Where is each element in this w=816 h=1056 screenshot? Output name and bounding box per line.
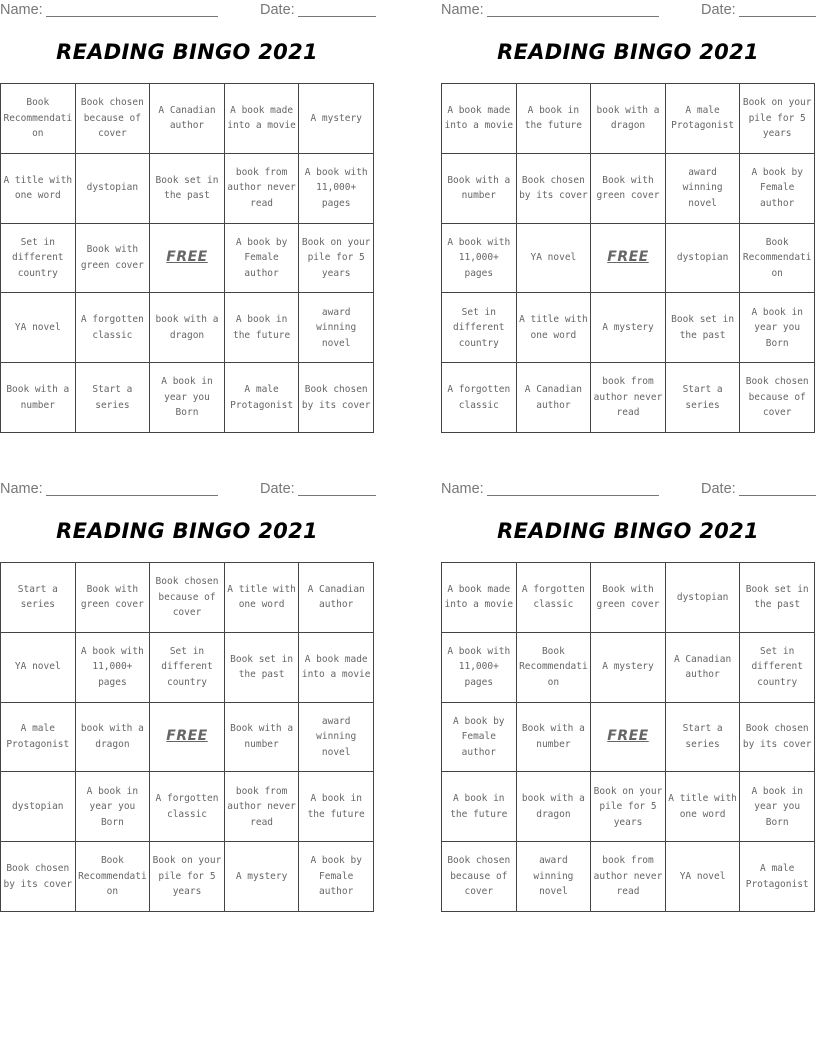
bingo-square[interactable]: Set in different country bbox=[150, 633, 225, 703]
bingo-square[interactable]: A mystery bbox=[225, 842, 300, 912]
free-square[interactable]: FREE bbox=[150, 224, 225, 294]
bingo-square[interactable]: A mystery bbox=[591, 633, 666, 703]
bingo-grid bbox=[441, 562, 815, 912]
bingo-square[interactable]: Book chosen because of cover bbox=[150, 563, 225, 633]
bingo-square[interactable]: Book with green cover bbox=[76, 563, 151, 633]
bingo-square[interactable]: Book with green cover bbox=[591, 563, 666, 633]
bingo-square[interactable]: YA novel bbox=[517, 224, 592, 294]
bingo-square[interactable]: YA novel bbox=[1, 293, 76, 363]
bingo-square[interactable]: Book Recommendation bbox=[76, 842, 151, 912]
bingo-square[interactable]: book from author never read bbox=[591, 363, 666, 433]
name-date-line bbox=[441, 0, 816, 22]
bingo-square[interactable]: A book in year you Born bbox=[76, 772, 151, 842]
bingo-square[interactable]: A book with 11,000+ pages bbox=[442, 224, 517, 294]
bingo-square[interactable]: Set in different country bbox=[740, 633, 815, 703]
card-title: READING BINGO 2021 bbox=[56, 519, 318, 543]
bingo-square[interactable]: Book with green cover bbox=[591, 154, 666, 224]
date-field[interactable] bbox=[739, 495, 816, 496]
bingo-square[interactable]: dystopian bbox=[1, 772, 76, 842]
bingo-square[interactable]: A book with 11,000+ pages bbox=[299, 154, 374, 224]
bingo-square[interactable]: Book Recommendation bbox=[740, 224, 815, 294]
bingo-square[interactable]: A Canadian author bbox=[299, 563, 374, 633]
bingo-square[interactable]: Book set in the past bbox=[225, 633, 300, 703]
card-title: READING BINGO 2021 bbox=[56, 40, 318, 64]
bingo-square[interactable]: Book set in the past bbox=[150, 154, 225, 224]
bingo-grid bbox=[441, 83, 815, 433]
bingo-square[interactable]: Start a series bbox=[666, 363, 741, 433]
bingo-square[interactable]: Book on your pile for 5 years bbox=[591, 772, 666, 842]
bingo-square[interactable]: Book chosen by its cover bbox=[517, 154, 592, 224]
bingo-square[interactable]: A book made into a movie bbox=[442, 84, 517, 154]
free-square[interactable]: FREE bbox=[150, 703, 225, 773]
bingo-square[interactable]: A book in year you Born bbox=[740, 293, 815, 363]
bingo-square[interactable]: A book made into a movie bbox=[225, 84, 300, 154]
bingo-square[interactable]: Book with green cover bbox=[76, 224, 151, 294]
bingo-square[interactable]: A book with 11,000+ pages bbox=[76, 633, 151, 703]
bingo-square[interactable]: Book chosen because of cover bbox=[442, 842, 517, 912]
name-label: Name: bbox=[0, 481, 43, 497]
bingo-square[interactable]: Set in different country bbox=[442, 293, 517, 363]
bingo-square[interactable]: YA novel bbox=[666, 842, 741, 912]
bingo-square[interactable]: book from author never read bbox=[591, 842, 666, 912]
bingo-square[interactable]: A male Protagonist bbox=[666, 84, 741, 154]
bingo-square[interactable]: dystopian bbox=[666, 224, 741, 294]
bingo-square[interactable]: Book with a number bbox=[442, 154, 517, 224]
name-label: Name: bbox=[441, 2, 484, 18]
date-label: Date: bbox=[701, 481, 736, 497]
bingo-square[interactable]: A book in the future bbox=[517, 84, 592, 154]
bingo-square[interactable]: book from author never read bbox=[225, 154, 300, 224]
bingo-square[interactable]: Book Recommendation bbox=[1, 84, 76, 154]
bingo-square[interactable]: Book chosen by its cover bbox=[299, 363, 374, 433]
bingo-square[interactable]: A mystery bbox=[591, 293, 666, 363]
bingo-square[interactable]: book with a dragon bbox=[150, 293, 225, 363]
bingo-square[interactable]: YA novel bbox=[1, 633, 76, 703]
name-date-line bbox=[441, 479, 816, 501]
name-label: Name: bbox=[0, 2, 43, 18]
bingo-square[interactable]: A Canadian author bbox=[517, 363, 592, 433]
bingo-square[interactable]: book with a dragon bbox=[517, 772, 592, 842]
bingo-square[interactable]: dystopian bbox=[76, 154, 151, 224]
date-label: Date: bbox=[260, 2, 295, 18]
bingo-square[interactable]: Book set in the past bbox=[666, 293, 741, 363]
name-date-line bbox=[0, 479, 376, 501]
bingo-square[interactable]: Book on your pile for 5 years bbox=[740, 84, 815, 154]
bingo-square[interactable]: A title with one word bbox=[666, 772, 741, 842]
bingo-square[interactable]: Book on your pile for 5 years bbox=[150, 842, 225, 912]
free-square[interactable]: FREE bbox=[591, 703, 666, 773]
bingo-square[interactable]: Book with a number bbox=[225, 703, 300, 773]
bingo-square[interactable]: dystopian bbox=[666, 563, 741, 633]
bingo-square[interactable]: A book in the future bbox=[225, 293, 300, 363]
bingo-square[interactable]: Start a series bbox=[1, 563, 76, 633]
bingo-square[interactable]: A title with one word bbox=[1, 154, 76, 224]
name-field[interactable] bbox=[487, 16, 659, 17]
date-field[interactable] bbox=[298, 495, 376, 496]
bingo-square[interactable]: Book Recommendation bbox=[517, 633, 592, 703]
name-field[interactable] bbox=[46, 16, 218, 17]
bingo-square[interactable]: A title with one word bbox=[225, 563, 300, 633]
bingo-square[interactable]: Start a series bbox=[76, 363, 151, 433]
bingo-square[interactable]: A book made into a movie bbox=[299, 633, 374, 703]
bingo-square[interactable]: A Canadian author bbox=[666, 633, 741, 703]
free-square[interactable]: FREE bbox=[591, 224, 666, 294]
bingo-square[interactable]: A book in the future bbox=[442, 772, 517, 842]
name-label: Name: bbox=[441, 481, 484, 497]
bingo-square[interactable]: A book by Female author bbox=[740, 154, 815, 224]
bingo-square[interactable]: book from author never read bbox=[225, 772, 300, 842]
bingo-square[interactable]: Book chosen by its cover bbox=[1, 842, 76, 912]
bingo-square[interactable]: A male Protagonist bbox=[225, 363, 300, 433]
bingo-square[interactable]: Start a series bbox=[666, 703, 741, 773]
bingo-square[interactable]: A book by Female author bbox=[225, 224, 300, 294]
card-title: READING BINGO 2021 bbox=[497, 40, 759, 64]
date-field[interactable] bbox=[739, 16, 816, 17]
bingo-square[interactable]: award winning novel bbox=[517, 842, 592, 912]
bingo-square[interactable]: A book in the future bbox=[299, 772, 374, 842]
bingo-square[interactable]: A book by Female author bbox=[299, 842, 374, 912]
bingo-square[interactable]: A book by Female author bbox=[442, 703, 517, 773]
bingo-square[interactable]: Book with a number bbox=[1, 363, 76, 433]
bingo-square[interactable]: A book in year you Born bbox=[150, 363, 225, 433]
date-label: Date: bbox=[260, 481, 295, 497]
bingo-square[interactable]: A male Protagonist bbox=[740, 842, 815, 912]
bingo-square[interactable]: A forgotten classic bbox=[442, 363, 517, 433]
bingo-square[interactable]: A Canadian author bbox=[150, 84, 225, 154]
bingo-square[interactable]: book with a dragon bbox=[591, 84, 666, 154]
bingo-square[interactable]: A book made into a movie bbox=[442, 563, 517, 633]
bingo-square[interactable]: A book with 11,000+ pages bbox=[442, 633, 517, 703]
bingo-square[interactable]: award winning novel bbox=[299, 293, 374, 363]
bingo-square[interactable]: A mystery bbox=[299, 84, 374, 154]
bingo-square[interactable]: A forgotten classic bbox=[150, 772, 225, 842]
name-date-line bbox=[0, 0, 376, 22]
bingo-square[interactable]: Book chosen because of cover bbox=[76, 84, 151, 154]
bingo-square[interactable]: A book in year you Born bbox=[740, 772, 815, 842]
bingo-square[interactable]: Book chosen because of cover bbox=[740, 363, 815, 433]
name-field[interactable] bbox=[487, 495, 659, 496]
bingo-square[interactable]: Book with a number bbox=[517, 703, 592, 773]
bingo-square[interactable]: award winning novel bbox=[299, 703, 374, 773]
bingo-square[interactable]: A forgotten classic bbox=[76, 293, 151, 363]
bingo-square[interactable]: Book on your pile for 5 years bbox=[299, 224, 374, 294]
bingo-square[interactable]: Set in different country bbox=[1, 224, 76, 294]
bingo-square[interactable]: A male Protagonist bbox=[1, 703, 76, 773]
date-field[interactable] bbox=[298, 16, 376, 17]
bingo-square[interactable]: book with a dragon bbox=[76, 703, 151, 773]
bingo-square[interactable]: award winning novel bbox=[666, 154, 741, 224]
name-field[interactable] bbox=[46, 495, 218, 496]
bingo-square[interactable]: Book set in the past bbox=[740, 563, 815, 633]
bingo-grid bbox=[0, 83, 374, 433]
bingo-square[interactable]: A title with one word bbox=[517, 293, 592, 363]
card-title: READING BINGO 2021 bbox=[497, 519, 759, 543]
date-label: Date: bbox=[701, 2, 736, 18]
bingo-square[interactable]: A forgotten classic bbox=[517, 563, 592, 633]
bingo-grid bbox=[0, 562, 374, 912]
bingo-square[interactable]: Book chosen by its cover bbox=[740, 703, 815, 773]
